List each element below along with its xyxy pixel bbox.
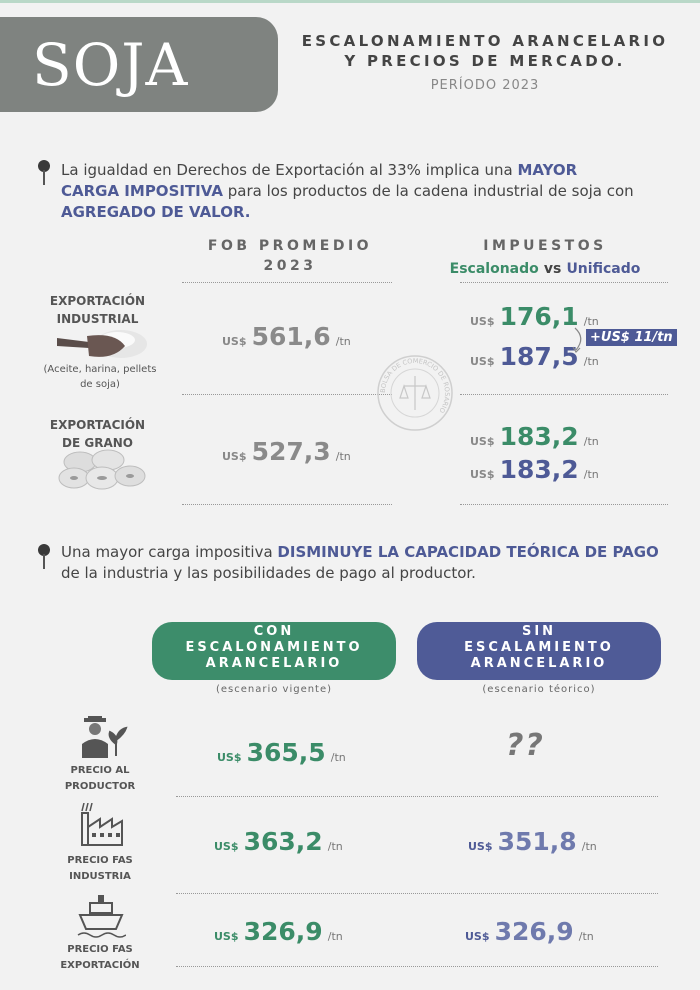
label-line: PRECIO AL — [70, 765, 130, 776]
productor-con-value — [217, 738, 346, 767]
currency-label: US$ — [222, 450, 247, 463]
grano-tax-unificado — [470, 455, 599, 484]
unit-label: /tn — [583, 468, 599, 481]
factory-icon — [78, 803, 124, 847]
tax-value: 183,2 — [499, 422, 579, 451]
intro-text-1: La igualdad en Derechos de Exportación al 33% implica una — [61, 161, 518, 179]
currency-label: US$ — [214, 840, 239, 853]
heading-line-1: ESCALONAMIENTO ARANCELARIO — [301, 32, 669, 50]
pill-line: CON — [253, 624, 295, 639]
question-marks-icon: ?? — [506, 728, 545, 763]
currency-label: US$ — [214, 930, 239, 943]
price-value: 326,9 — [243, 917, 323, 946]
unit-label: /tn — [327, 840, 343, 853]
soja-title: SOJA — [32, 31, 189, 99]
exportacion-con-value — [214, 917, 343, 946]
second-text-1: Una mayor carga impositiva — [61, 543, 278, 561]
intro-highlight-2: CARGA IMPOSITIVA — [61, 182, 223, 200]
industrial-sub-line1: (Aceite, harina, pellets — [43, 364, 157, 375]
sin-escalamiento-pill — [417, 622, 661, 680]
currency-label: US$ — [470, 315, 495, 328]
divider — [182, 394, 392, 395]
grano-fob-value — [222, 437, 351, 466]
unit-label: /tn — [330, 751, 346, 764]
unit-label: /tn — [583, 435, 599, 448]
label-line: INDUSTRIA — [69, 871, 131, 882]
unit-label: /tn — [335, 335, 351, 348]
industrial-sublabel — [30, 362, 170, 392]
price-value: 326,9 — [494, 917, 574, 946]
ship-icon — [76, 895, 126, 939]
divider — [460, 394, 668, 395]
grano-label-line1: EXPORTACIÓN — [49, 418, 146, 432]
pill-line: ARANCELARIO — [205, 656, 343, 671]
label-line: PRECIO FAS — [67, 944, 133, 955]
exportacion-sin-value — [465, 917, 594, 946]
label-line: EXPORTACIÓN — [60, 960, 140, 971]
label-line: PRODUCTOR — [64, 781, 136, 792]
divider — [176, 893, 658, 894]
currency-label: US$ — [470, 355, 495, 368]
taxes-subheader — [440, 258, 650, 277]
industrial-label — [30, 292, 165, 328]
grano-label-line2: DE GRANO — [62, 436, 133, 450]
price-value: 365,5 — [246, 738, 326, 767]
tax-value: 183,2 — [499, 455, 579, 484]
taxes-header: IMPUESTOS — [483, 238, 607, 254]
escalonado-label: Escalonado — [449, 261, 539, 277]
tax-value: 187,5 — [499, 342, 579, 371]
pill-line: ESCALAMIENTO — [464, 640, 614, 655]
divider — [182, 504, 392, 505]
con-escalonamiento-pill — [152, 622, 396, 680]
industria-label — [50, 853, 150, 885]
unit-label: /tn — [335, 450, 351, 463]
industrial-label-line2: INDUSTRIAL — [56, 312, 139, 326]
label-line: PRECIO FAS — [67, 855, 133, 866]
divider — [460, 282, 668, 283]
fob-header-line2: 2023 — [263, 258, 317, 274]
fob-value: 561,6 — [251, 322, 331, 351]
intro-text-2: para los productos de la cadena industrial de soja con — [222, 182, 634, 200]
period-label: PERÍODO 2023 — [430, 78, 540, 93]
unit-label: /tn — [581, 840, 597, 853]
farmer-icon — [78, 716, 132, 760]
second-highlight: DISMINUYE LA CAPACIDAD TEÓRICA DE PAGO — [277, 543, 659, 561]
top-accent-line — [0, 0, 700, 3]
intro-paragraph — [61, 160, 671, 223]
con-scenario-sub: (escenario vigente) — [215, 684, 333, 695]
intro-highlight-1: MAYOR — [517, 161, 578, 179]
intro-highlight-3: AGREGADO DE VALOR. — [61, 203, 251, 221]
industrial-fob-value — [222, 322, 351, 351]
pill-line: ARANCELARIO — [470, 656, 608, 671]
divider — [176, 966, 658, 967]
second-text-2: de la industria y las posibilidades de pago al productor. — [61, 564, 476, 582]
sin-scenario-sub: (escenario téorico) — [482, 684, 596, 695]
heading-line-2: Y PRECIOS DE MERCADO. — [344, 52, 626, 70]
grano-label — [30, 416, 165, 452]
map-pin-icon — [38, 160, 52, 186]
divider — [176, 796, 658, 797]
pill-line: SIN — [521, 624, 557, 639]
productor-label — [50, 763, 150, 795]
scoop-of-flour-icon — [55, 326, 150, 362]
seal-text: BOLSA DE COMERCIO DE ROSARIO — [378, 356, 452, 415]
unit-label: /tn — [327, 930, 343, 943]
fob-value: 527,3 — [251, 437, 331, 466]
industria-con-value — [214, 827, 343, 856]
bcr-seal-watermark — [376, 354, 454, 432]
price-value: 351,8 — [497, 827, 577, 856]
vs-label: vs — [543, 261, 562, 277]
unit-label: /tn — [583, 355, 599, 368]
currency-label: US$ — [465, 930, 490, 943]
exportacion-label — [50, 942, 150, 974]
divider — [460, 504, 668, 505]
unificado-label: Unificado — [566, 261, 641, 277]
industrial-sub-line2: de soja) — [80, 379, 120, 390]
currency-label: US$ — [470, 435, 495, 448]
map-pin-icon — [38, 544, 52, 570]
currency-label: US$ — [468, 840, 493, 853]
fob-header-line1: FOB PROMEDIO — [207, 238, 373, 254]
soybeans-icon — [58, 448, 148, 492]
tax-value: 176,1 — [499, 302, 579, 331]
pill-line: ESCALONAMIENTO — [185, 640, 363, 655]
price-value: 363,2 — [243, 827, 323, 856]
industria-sin-value — [468, 827, 597, 856]
grano-tax-escalonado — [470, 422, 599, 451]
currency-label: US$ — [470, 468, 495, 481]
second-paragraph — [61, 542, 681, 584]
difference-tag: +US$ 11/tn — [586, 329, 677, 346]
industrial-label-line1: EXPORTACIÓN — [49, 294, 146, 308]
currency-label: US$ — [217, 751, 242, 764]
currency-label: US$ — [222, 335, 247, 348]
unit-label: /tn — [583, 315, 599, 328]
divider — [182, 282, 392, 283]
unit-label: /tn — [578, 930, 594, 943]
